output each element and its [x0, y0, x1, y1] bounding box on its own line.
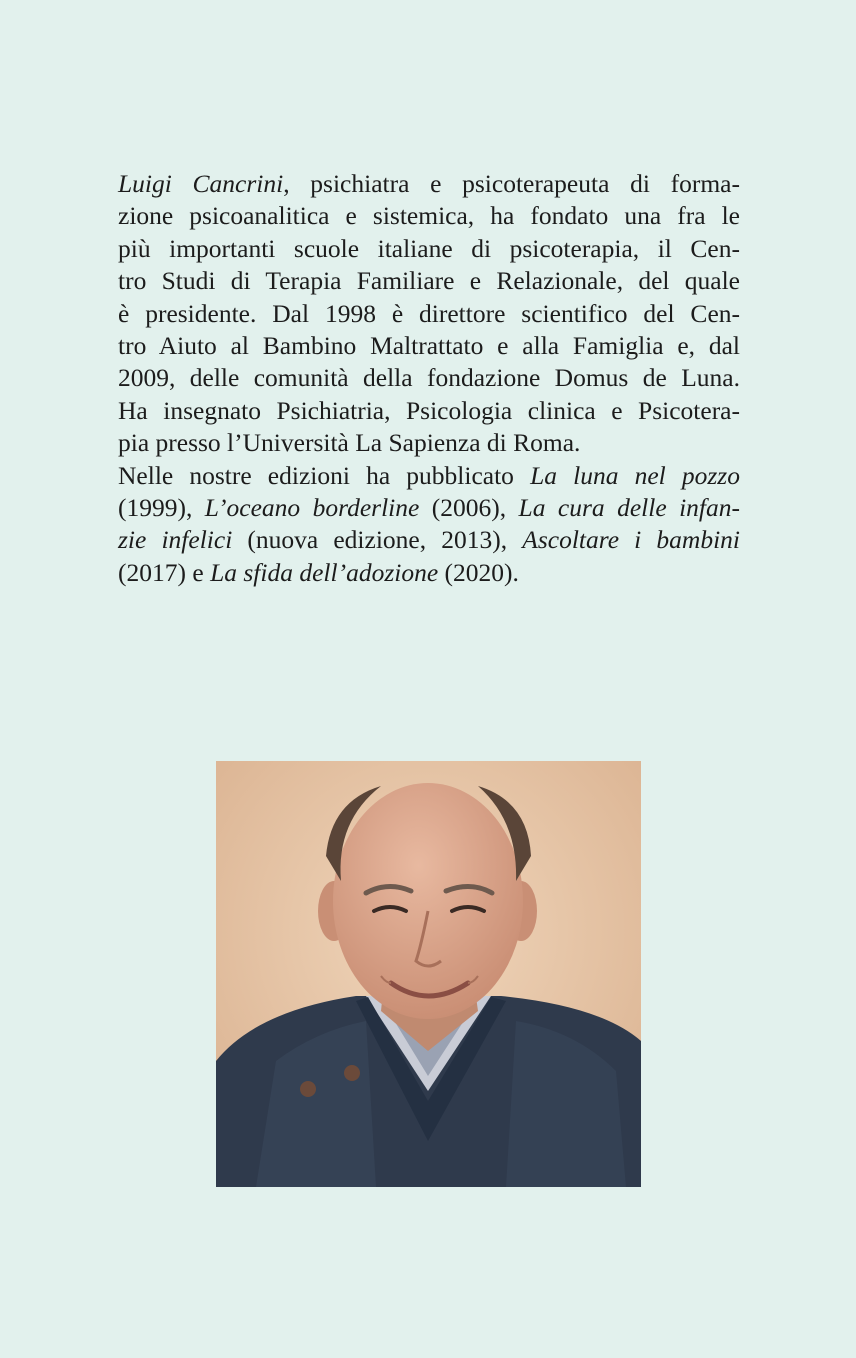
- bio-line-6: tro Aiuto al Bambino Maltrattato e alla Famiglia e, dal: [118, 330, 740, 360]
- author-name: Luigi Cancrini: [118, 169, 284, 198]
- bio-line-4: tro Studi di Terapia Familiare e Relazionale, del quale: [118, 266, 740, 296]
- bio-line-13: (2017) e La sfida dell’adozione (2020).: [118, 557, 519, 587]
- bio-line-7: 2009, delle comunità della fondazione Domus de Luna.: [118, 363, 740, 393]
- bio-line-3: più importanti scuole italiane di psicoterapia, il Cen-: [118, 233, 740, 263]
- author-portrait-illustration: [216, 761, 641, 1187]
- bio-line-2: zione psicoanalitica e sistemica, ha fondato una fra le: [118, 201, 740, 231]
- bio-line-10: Nelle nostre edizioni ha pubblicato La luna nel pozzo: [118, 460, 740, 490]
- bio-line-5: è presidente. Dal 1998 è direttore scientifico del Cen-: [118, 298, 740, 328]
- book-title: La sfida dell’adozione: [210, 557, 439, 587]
- book-title: zie infelici: [118, 525, 233, 555]
- book-title: L’oceano borderline: [204, 492, 420, 522]
- bio-line-12: zie infelici (nuova edizione, 2013), Ascoltare i bambini: [118, 525, 740, 555]
- bio-line-1: Luigi Cancrini, psichiatra e psicoterapeuta di forma-: [118, 169, 740, 198]
- book-title: La cura delle infan-: [518, 492, 740, 522]
- book-title: Ascoltare i bambini: [522, 525, 740, 555]
- author-bio: [118, 168, 740, 589]
- bio-line-9: pia presso l’Università La Sapienza di Roma.: [118, 428, 581, 458]
- bio-line-8: Ha insegnato Psichiatria, Psicologia clinica e Psicotera-: [118, 395, 740, 425]
- bio-line-11: (1999), L’oceano borderline (2006), La cura delle infan-: [118, 492, 740, 522]
- book-title: La luna nel pozzo: [530, 460, 740, 490]
- author-photo: [216, 761, 641, 1187]
